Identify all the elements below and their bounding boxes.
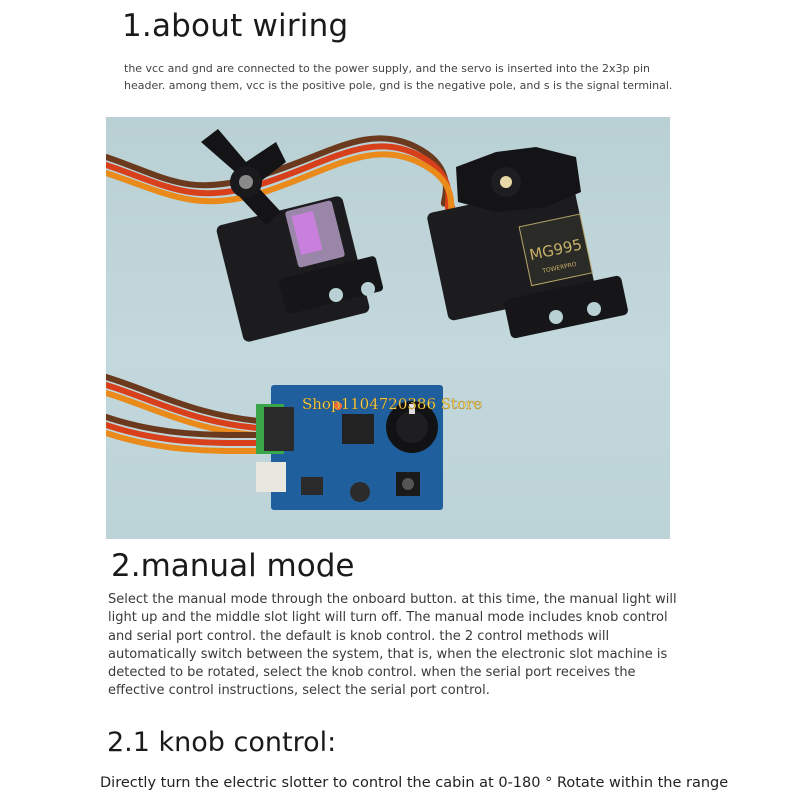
wiring-description: the vcc and gnd are connected to the power supply, and the servo is inserted into the 2x3p pin header. among them, vcc is the positive pole, gnd is the negative pole, and s is the signal terminal.	[124, 62, 673, 92]
servo-model-label: MG995	[527, 235, 584, 265]
section-heading-about-wiring: 1.about wiring	[122, 8, 349, 44]
servo-right	[426, 147, 629, 339]
knob-control-description: Directly turn the electric slotter to control the cabin at 0-180 ° Rotate within the range	[100, 775, 729, 791]
servo-cable-top	[106, 138, 458, 213]
section-heading-manual-mode: 2.manual mode	[111, 548, 355, 584]
servo-brand-label: TOWERPRO	[541, 260, 578, 275]
product-photo	[106, 117, 670, 539]
manual-mode-description: Select the manual mode through the onboard button. at this time, the manual light will light up and the middle slot light will turn off. The manual mode includes knob control and serial port control. the default is knob control. the 2 control methods will automatically switch between the system, that is, when the electronic slot machine is detected to be rotated, select the knob control. when the serial port receives the effective control instructions, select the serial port control.	[108, 592, 677, 699]
store-watermark: Shop1104720386 Store	[302, 395, 483, 413]
section-heading-knob-control: 2.1 knob control:	[107, 727, 337, 758]
